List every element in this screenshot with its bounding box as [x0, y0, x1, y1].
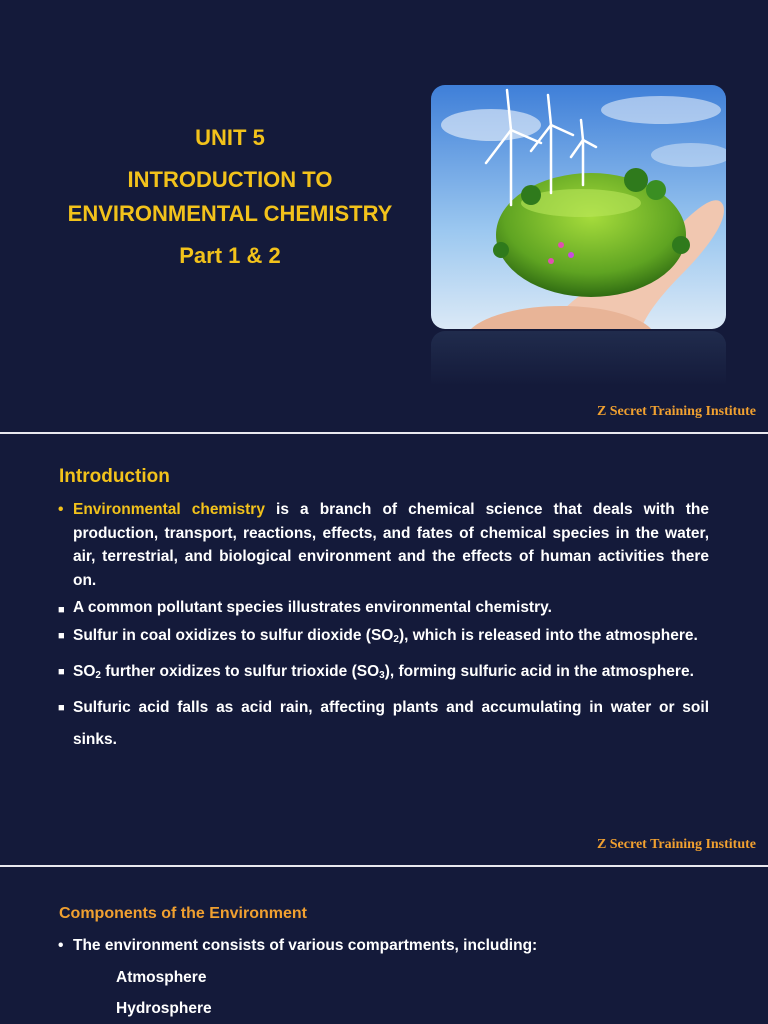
institute-label: Z Secret Training Institute: [596, 404, 756, 419]
title-line-2: ENVIRONMENTAL CHEMISTRY: [67, 201, 393, 226]
bullet-text: further oxidizes to sulfur trioxide (SO: [100, 663, 380, 680]
title-line-1: INTRODUCTION TO: [127, 167, 333, 192]
list-item: Atmosphere: [116, 969, 207, 986]
unit-label: UNIT 5: [195, 125, 265, 150]
slide-components: [0, 867, 768, 1024]
bullet-item: [58, 935, 709, 957]
hero-reflection: [431, 331, 726, 386]
list-item: Hydrosphere: [116, 1000, 212, 1017]
component-list: [58, 962, 709, 1024]
subscript: 3: [379, 670, 385, 681]
square-bullet-icon: ■: [58, 604, 65, 616]
slide-body: [58, 498, 709, 756]
bullet-text: SO: [73, 663, 96, 680]
bullet-text: ), forming sulfuric acid in the atmosphere.: [384, 663, 694, 680]
bullet-item: [58, 656, 709, 692]
bullet-paragraph: [58, 498, 709, 592]
term-highlight: Environmental chemistry: [73, 501, 265, 518]
square-bullet-icon: ■: [58, 630, 65, 642]
square-bullet-icon: ■: [58, 702, 65, 714]
paragraph-text: is a branch of chemical science that deals with the production, transport, reactions, effects, and fates of chemical species in the water, air, terrestrial, and biological environment and the effects of human activities there on.: [73, 501, 709, 589]
round-bullet-icon: •: [58, 937, 64, 954]
subscript: 2: [393, 634, 399, 645]
bullet-text: Sulfuric acid falls as acid rain, affecting plants and accumulating in water or soil sinks.: [73, 699, 709, 748]
slide-heading: Components of the Environment: [59, 905, 307, 922]
institute-label: Z Secret Training Institute: [596, 837, 756, 852]
slide-introduction: [0, 434, 768, 865]
slide-title-text: [40, 121, 420, 273]
bullet-item: [58, 597, 709, 619]
square-bullet-icon: ■: [58, 666, 65, 678]
bullet-text: The environment consists of various compartments, including:: [73, 937, 538, 954]
slide-title: [0, 0, 768, 432]
round-bullet-icon: •: [58, 501, 64, 518]
bullet-text: A common pollutant species illustrates environmental chemistry.: [73, 599, 552, 616]
bullet-item: [58, 620, 709, 656]
bullet-text: Sulfur in coal oxidizes to sulfur dioxide (SO: [73, 627, 394, 644]
part-label: Part 1 & 2: [179, 243, 281, 268]
bullet-item: [58, 692, 709, 756]
bullet-text: ), which is released into the atmosphere.: [398, 627, 698, 644]
hero-image: [431, 85, 726, 329]
slide-heading: Introduction: [59, 466, 170, 487]
slide-body: [58, 935, 709, 1024]
subscript: 2: [95, 670, 101, 681]
